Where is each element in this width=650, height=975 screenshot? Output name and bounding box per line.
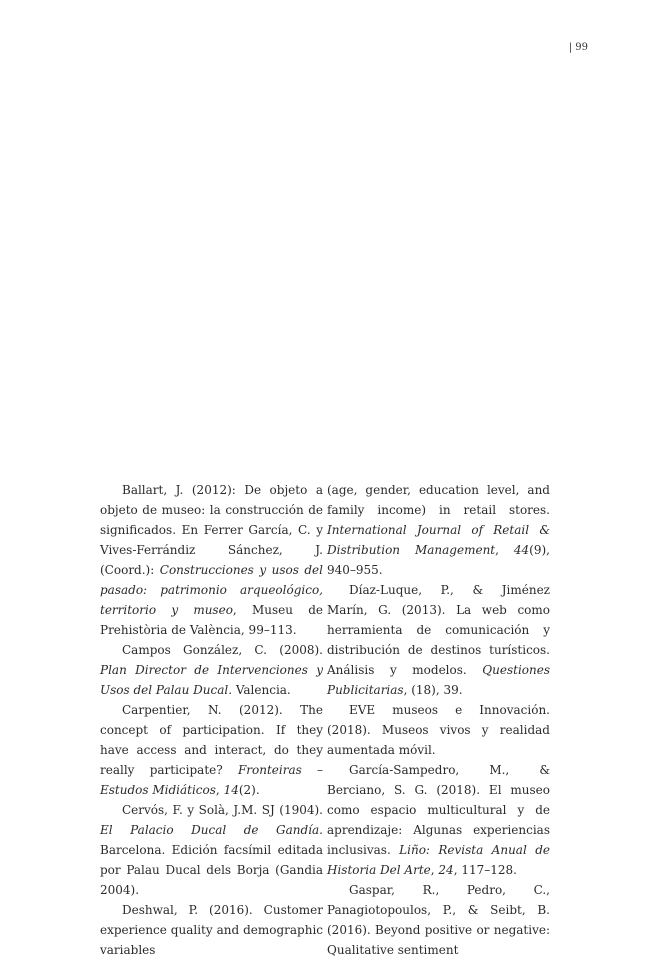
- reference-italic-text: International Journal of Retail & Distribution Management: [327, 523, 550, 557]
- reference-text: (9), 940–955.: [327, 543, 550, 577]
- reference-text: , (18), 39.: [403, 683, 463, 697]
- reference-text: Gaspar, R., Pedro, C., Panagiotopoulos, P., & Seibt, B. (2016). Beyond positive or negative: Qualitative sentiment: [327, 883, 550, 957]
- reference-text: Deshwal, P. (2016). Customer experience quality and demographic variables: [100, 903, 323, 957]
- reference-text: ,: [430, 863, 439, 877]
- reference-italic-text: 44: [513, 543, 530, 557]
- reference-text: (age, gender, education level, and family income) in retail stores.: [327, 483, 550, 517]
- reference-text: . Barcelona. Edición facsímil editada por Palau Ducal dels Borja (Gandia 2004).: [100, 823, 323, 897]
- page-number-value: 99: [575, 42, 588, 53]
- reference-text: ,: [495, 543, 514, 557]
- reference-entry-carpentier: [100, 700, 323, 800]
- reference-entry-gaspar: [327, 880, 550, 960]
- reference-entry-ballart: [100, 480, 323, 640]
- reference-text: Campos González, C. (2008).: [122, 643, 323, 657]
- reference-italic-text: 14: [223, 783, 239, 797]
- reference-text: . Valencia.: [228, 683, 291, 697]
- page-number: [569, 42, 588, 53]
- reference-italic-text: Construcciones y usos del pasado: patrimonio arqueológico, territorio y museo: [100, 563, 323, 617]
- reference-entry-eve: [327, 700, 550, 760]
- reference-entry-garcia: [327, 760, 550, 880]
- reference-text: Díaz-Luque, P., & Jiménez Marín, G. (2013). La web como herramienta de comunicación y distribución de destinos turísticos. Análisis y modelos.: [327, 583, 550, 677]
- reference-text: EVE museos e Innovación. (2018). Museos vivos y realidad aumentada móvil.: [327, 703, 550, 757]
- reference-text: (2).: [238, 783, 260, 797]
- reference-entry-cervos: [100, 800, 323, 900]
- reference-italic-text: Fronteiras – Estudos Midiáticos: [100, 763, 324, 797]
- reference-entry-campos: [100, 640, 323, 700]
- reference-entry-deshwal-cont: [327, 480, 550, 580]
- reference-italic-text: Questiones Publicitarias: [327, 663, 550, 697]
- reference-text: Carpentier, N. (2012). The concept of participation. If they have access and interact, do they really participate?: [100, 703, 323, 777]
- reference-italic-text: Liño: Revista Anual de Historia Del Arte: [327, 843, 550, 877]
- reference-italic-text: El Palacio Ducal de Gandía: [100, 823, 320, 837]
- references-column-right: [327, 480, 550, 960]
- reference-italic-text: Plan Director de Intervenciones y Usos del Palau Ducal: [100, 663, 323, 697]
- reference-text: García-Sampedro, M., & Berciano, S. G. (2018). El museo como espacio multicultural y de aprendizaje: Algunas experiencias inclusivas.: [327, 763, 550, 857]
- reference-text: , Museu de Prehistòria de València, 99–113.: [100, 603, 323, 637]
- reference-text: ,: [215, 783, 224, 797]
- references-column-left: [100, 480, 323, 960]
- reference-text: Ballart, J. (2012): De objeto a objeto de museo: la construcción de significados. En Ferrer García, C. y Vives-Ferrándiz Sánchez, J. (Coord.):: [100, 483, 323, 577]
- reference-italic-text: 24: [438, 863, 454, 877]
- reference-entry-diaz: [327, 580, 550, 700]
- reference-entry-deshwal: [100, 900, 323, 960]
- reference-text: , 117–128.: [453, 863, 517, 877]
- page-number-separator: |: [568, 42, 573, 53]
- reference-text: Cervós, F. y Solà, J.M. SJ (1904).: [122, 803, 323, 817]
